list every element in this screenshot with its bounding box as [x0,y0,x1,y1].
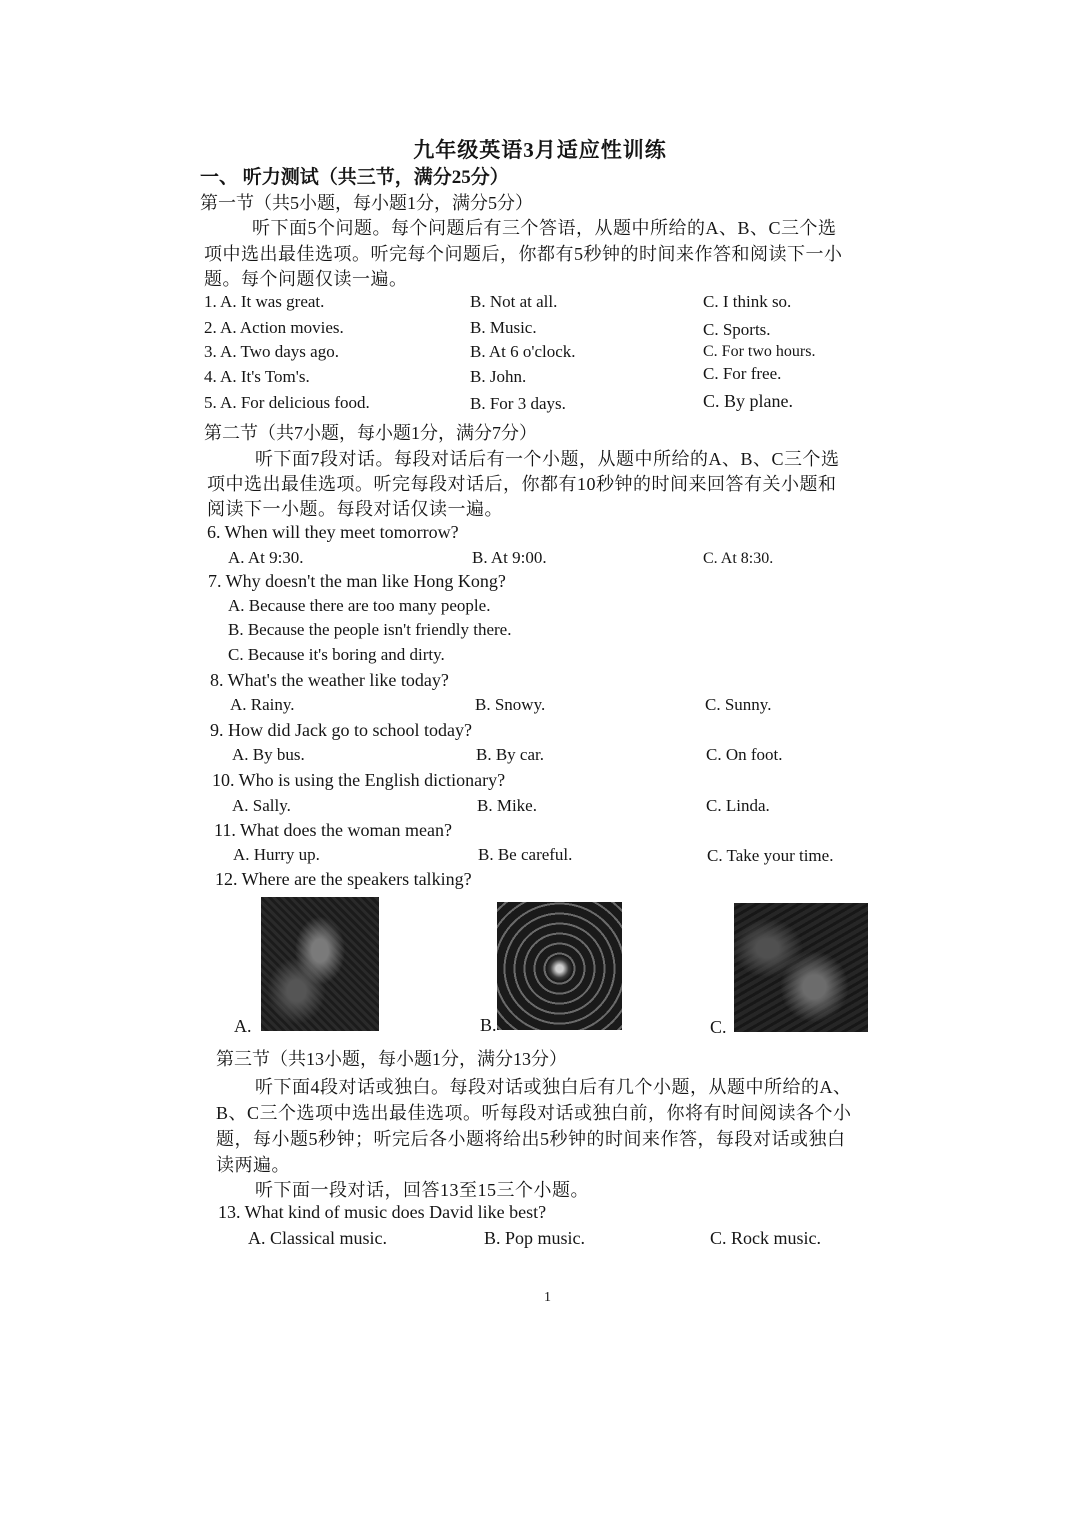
section3-sub-instruction: 听下面一段对话，回答13至15三个小题。 [255,1180,589,1200]
q12-label-b: B. [480,1015,497,1035]
q12-picture-c [734,903,868,1032]
q2-option-a: 2. A. Action movies. [204,318,344,337]
q11-option-a: A. Hurry up. [233,845,320,864]
q6-option-a: A. At 9:30. [228,548,304,567]
q13-option-c: C. Rock music. [710,1228,821,1248]
q10-option-a: A. Sally. [232,796,291,815]
q12-label-a: A. [234,1016,252,1036]
section1-heading: 第一节（共5小题，每小题1分，满分5分） [200,193,533,213]
q10-option-b: B. Mike. [477,796,537,815]
q13-option-a: A. Classical music. [248,1228,387,1248]
q2-option-b: B. Music. [470,318,537,337]
q9-stem: 9. How did Jack go to school today? [210,720,472,740]
section3-instruction-line: B、C三个选项中选出最佳选项。听每段对话或独白前，你将有时间阅读各个小 [216,1103,852,1123]
q7-option-b: B. Because the people isn't friendly there. [228,620,512,639]
q9-option-a: A. By bus. [232,745,305,764]
q3-option-a: 3. A. Two days ago. [204,342,339,361]
section2-heading: 第二节（共7小题，每小题1分，满分7分） [204,423,537,443]
q12-picture-a [261,897,379,1031]
q12-picture-b [497,902,622,1030]
q3-option-c: C. For two hours. [703,343,816,360]
section3-heading: 第三节（共13小题，每小题1分，满分13分） [216,1049,567,1069]
page-title: 九年级英语3月适应性训练 [413,138,667,162]
q12-stem: 12. Where are the speakers talking? [215,869,472,889]
section3-instruction-line: 题，每小题5秒钟；听完后各小题将给出5秒钟的时间来作答，每段对话或独白 [216,1129,846,1149]
section1-instruction-line: 听下面5个问题。每个问题后有三个答语，从题中所给的A、B、C三个选 [252,218,837,238]
q4-option-c: C. For free. [703,364,782,383]
section1-instruction-line: 题。每个问题仅读一遍。 [204,269,408,289]
q5-option-b: B. For 3 days. [470,394,566,413]
section2-instruction-line: 听下面7段对话。每段对话后有一个小题，从题中所给的A、B、C三个选 [255,449,840,469]
q8-option-a: A. Rainy. [230,695,295,714]
q13-option-b: B. Pop music. [484,1228,586,1248]
q11-option-b: B. Be careful. [478,845,573,864]
q11-option-c: C. Take your time. [707,846,834,865]
q4-option-b: B. John. [470,367,527,386]
q13-stem: 13. What kind of music does David like best? [218,1202,547,1222]
page-number: 1 [544,1290,551,1305]
q1-option-c: C. I think so. [703,292,792,311]
q6-option-b: B. At 9:00. [472,548,547,567]
q9-option-c: C. On foot. [706,745,783,764]
section3-instruction-line: 听下面4段对话或独白。每段对话或独白后有几个小题，从题中所给的A、 [255,1077,852,1097]
section2-instruction-line: 项中选出最佳选项。听完每段对话后，你都有10秒钟的时间来回答有关小题和 [207,474,837,494]
q10-option-c: C. Linda. [706,796,770,815]
q11-stem: 11. What does the woman mean? [214,820,452,840]
q1-option-b: B. Not at all. [470,292,558,311]
part1-heading: 一、 听力测试（共三节，满分25分） [200,167,509,188]
q12-label-c: C. [710,1017,727,1037]
section3-instruction-line: 读两遍。 [216,1155,290,1175]
q7-option-c: C. Because it's boring and dirty. [228,645,445,664]
q7-option-a: A. Because there are too many people. [228,596,491,615]
q9-option-b: B. By car. [476,745,544,764]
q4-option-a: 4. A. It's Tom's. [204,367,310,386]
q8-option-c: C. Sunny. [705,695,772,714]
q3-option-b: B. At 6 o'clock. [470,342,576,361]
q1-option-a: 1. A. It was great. [204,292,325,311]
q7-stem: 7. Why doesn't the man like Hong Kong? [208,571,506,591]
q10-stem: 10. Who is using the English dictionary? [212,770,506,790]
q6-option-c: C. At 8:30. [703,550,774,567]
q5-option-a: 5. A. For delicious food. [204,393,370,412]
section1-instruction-line: 项中选出最佳选项。听完每个问题后，你都有5秒钟的时间来作答和阅读下一小 [204,244,843,264]
q8-stem: 8. What's the weather like today? [210,670,449,690]
section2-instruction-line: 阅读下一小题。每段对话仅读一遍。 [207,499,503,519]
q8-option-b: B. Snowy. [475,695,546,714]
q5-option-c: C. By plane. [703,391,793,411]
q6-stem: 6. When will they meet tomorrow? [207,522,459,542]
q2-option-c: C. Sports. [703,320,771,339]
